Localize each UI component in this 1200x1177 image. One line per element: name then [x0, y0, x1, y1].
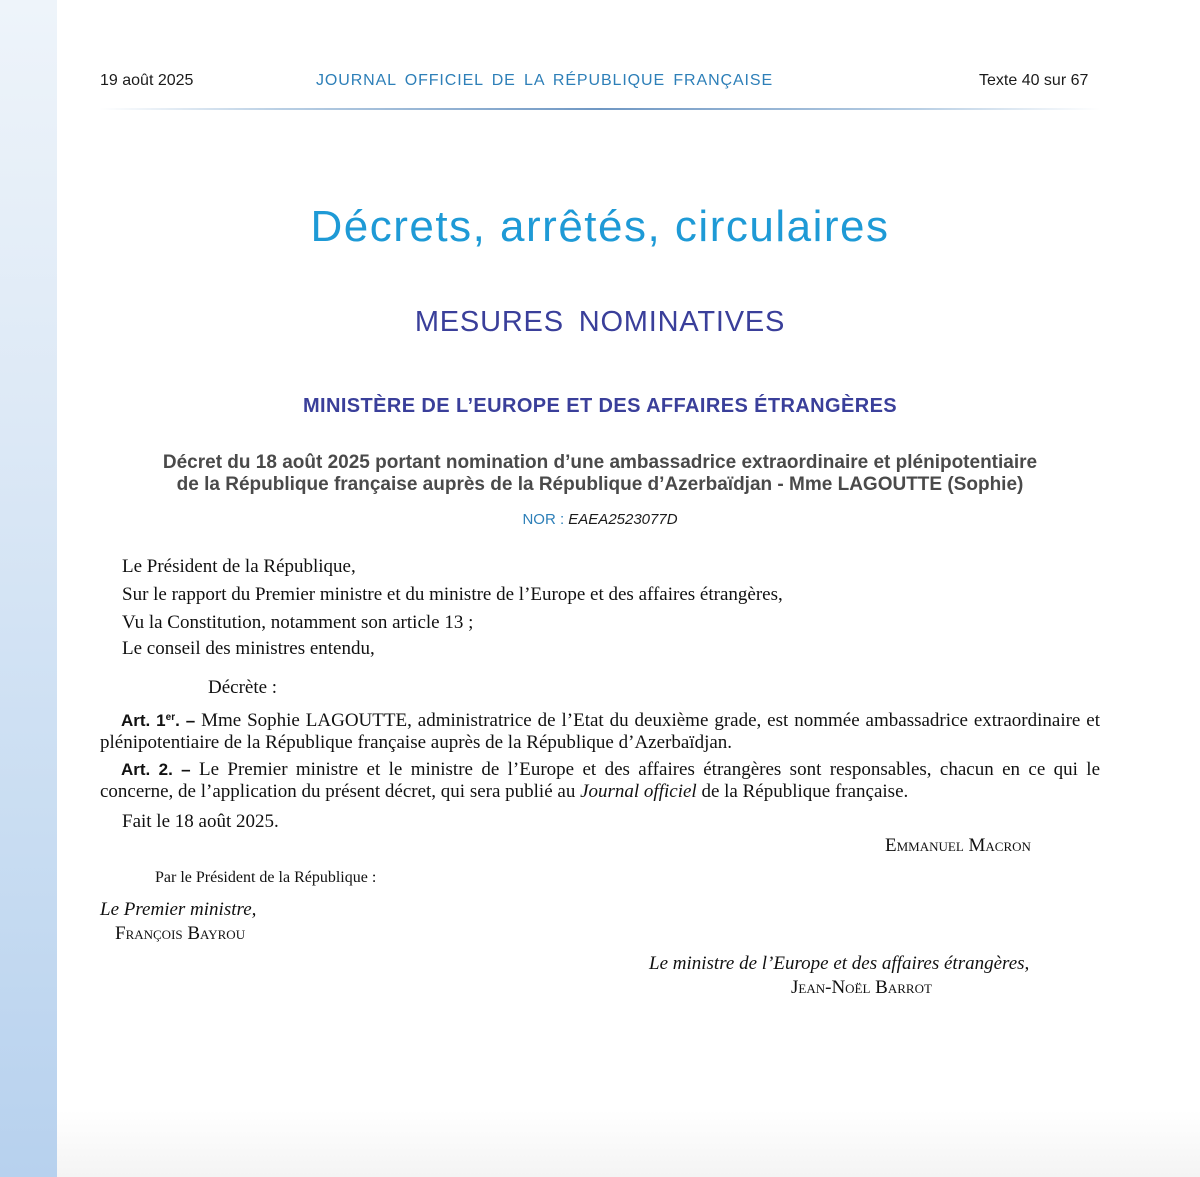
article-1: [100, 707, 1100, 754]
article-2-text-b: de la République française.: [696, 781, 909, 802]
header-journal-title: JOURNAL OFFICIEL DE LA RÉPUBLIQUE FRANÇAISE: [316, 72, 774, 89]
visa-rapport: Sur le rapport du Premier ministre et du ministre de l’Europe et des affaires étrangères,: [122, 584, 783, 605]
signature-president: Emmanuel Macron: [885, 835, 1031, 856]
ministry-heading: MINISTÈRE DE L’EUROPE ET DES AFFAIRES ÉTRANGÈRES: [302, 395, 898, 417]
article-1-superscript: er: [165, 712, 176, 723]
article-1-number: Art. 1: [121, 711, 166, 730]
par-le-president: Par le Président de la République :: [155, 869, 377, 886]
subrubric-title: MESURES NOMINATIVES: [414, 306, 786, 338]
article-2-journal-italic: Journal officiel: [580, 781, 697, 802]
article-1-label: [121, 711, 201, 730]
rubric-title: Décrets, arrêtés, circulaires: [310, 202, 890, 251]
header-date: 19 août 2025: [100, 72, 194, 89]
viewer-background: [0, 0, 57, 1177]
article-2-text-a: Le Premier ministre et le ministre de l’Europe et des affaires étrangères sont responsables, chacun en ce qui le concerne, de l’application du présent décret, qui sera publié au: [100, 759, 1100, 802]
minister-title: Le ministre de l’Europe et des affaires étrangères,: [649, 953, 1030, 974]
header-page-number: Texte 40 sur 67: [979, 72, 1089, 89]
visa-conseil: Le conseil des ministres entendu,: [122, 638, 375, 659]
decree-title: [0, 452, 1200, 496]
decree-title-line-2: de la République française auprès de la République d’Azerbaïdjan - Mme LAGOUTTE (Sophie): [176, 474, 1024, 495]
article-2: [100, 759, 1100, 803]
visa-president: Le Président de la République,: [122, 556, 356, 577]
page-bottom-shade: [57, 1110, 1200, 1177]
article-2-number: Art. 2.: [121, 760, 173, 779]
header-rule: [100, 108, 1100, 110]
decrete-formula: Décrète :: [208, 677, 278, 698]
nor-label: NOR :: [522, 511, 569, 528]
minister-name: Jean-Noël Barrot: [791, 977, 932, 998]
pm-name: François Bayrou: [115, 923, 246, 944]
fait-le: Fait le 18 août 2025.: [122, 811, 279, 832]
visa-constitution: Vu la Constitution, notamment son article 13 ;: [122, 612, 474, 633]
nor-reference: [0, 511, 1200, 528]
decree-title-line-1: Décret du 18 août 2025 portant nomination d’une ambassadrice extraordinaire et plénipotentiaire: [162, 452, 1038, 473]
article-2-label: [121, 760, 199, 779]
nor-code: EAEA2523077D: [568, 511, 678, 528]
pm-title: Le Premier ministre,: [100, 899, 257, 920]
article-1-separator: . –: [175, 711, 202, 730]
article-1-text: Mme Sophie LAGOUTTE, administratrice de l’Etat du deuxième grade, est nommée ambassadrice extraordinaire et plénipotentiaire de la République française auprès de la République d’Azerbaïdjan.: [100, 710, 1100, 753]
article-2-separator: –: [172, 760, 199, 779]
